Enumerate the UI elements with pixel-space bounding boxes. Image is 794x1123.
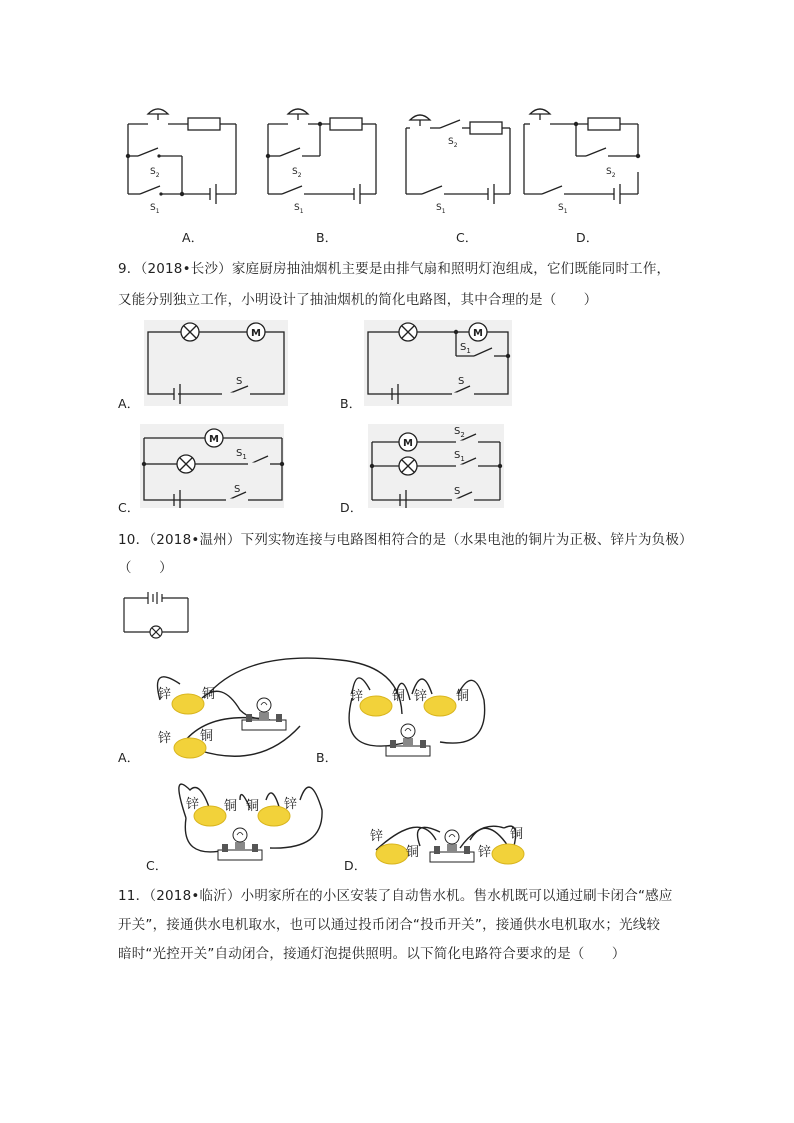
q10-c-zinc-1: 锌 — [186, 797, 200, 812]
q9-b-s-label: S — [458, 376, 465, 387]
q9-stem-line-1: 9．（2018•长沙）家庭厨房抽油烟机主要是由排气扇和照明灯泡组成，它们既能同时工作， — [118, 261, 671, 277]
q9-option-d[interactable]: D． — [340, 500, 363, 515]
q8-circuit-a — [128, 109, 236, 204]
q9-b-background — [364, 320, 512, 406]
q8-option-c[interactable]: C． — [456, 230, 478, 245]
q10-b-zinc-1: 锌 — [350, 689, 364, 704]
q10-d-zinc-1: 锌 — [370, 829, 384, 844]
q10-a-zinc-2: 锌 — [158, 731, 172, 746]
q11-stem-line-1: 11．（2018•临沂）小明家所在的小区安装了自动售水机。售水机既可以通过刷卡闭合“感应 — [118, 888, 673, 904]
q10-c-bulb-icon — [218, 828, 262, 860]
q9-option-a[interactable]: A． — [118, 396, 140, 411]
q8-c-s1-label: $S_1$ — [436, 203, 446, 215]
q9-a-motor-symbol: M — [251, 328, 261, 339]
q10-c-copper-2: 铜 — [246, 799, 260, 814]
q9-b-motor-symbol: M — [473, 328, 483, 339]
q8-b-s2-label: $S_2$ — [292, 167, 302, 179]
q8-a-s1-label: $S_1$ — [150, 203, 160, 215]
q10-d-copper-2: 铜 — [510, 827, 524, 842]
q10-b-copper-2: 铜 — [456, 689, 470, 704]
q10-a-zinc-1: 锌 — [158, 687, 172, 702]
q9-c-s-label: S — [234, 484, 241, 495]
q11-stem-line-3: 暗时“光控开关”自动闭合，接通灯泡提供照明。以下简化电路符合要求的是（ ） — [118, 946, 626, 962]
q10-option-a[interactable]: A． — [118, 750, 140, 765]
q10-option-illustrations — [140, 650, 660, 870]
q10-option-d[interactable]: D． — [344, 858, 367, 873]
q8-c-s2-label: $S_2$ — [448, 137, 458, 149]
q10-b-copper-1: 铜 — [392, 689, 406, 704]
q10-d-bulb-icon — [430, 830, 474, 862]
q9-stem-line-2: 又能分别独立工作，小明设计了抽油烟机的简化电路图，其中合理的是（ ） — [118, 292, 598, 308]
q9-circuit-diagrams — [118, 318, 538, 508]
q8-a-s2-label: $S_2$ — [150, 167, 160, 179]
q9-b-s1-label: $S_1$ — [460, 342, 471, 355]
q9-option-c[interactable]: C． — [118, 500, 140, 515]
q8-d-s2-label: $S_2$ — [606, 167, 616, 179]
q10-b-bulb-icon — [386, 724, 430, 756]
q11-stem-line-2: 开关”，接通供水电机取水，也可以通过投币闭合“投币开关”，接通供水电机取水；光线较 — [118, 917, 661, 933]
q10-d-copper-1: 铜 — [406, 845, 420, 860]
q10-reference-circuit — [120, 588, 194, 640]
q8-option-b[interactable]: B． — [316, 230, 338, 245]
q8-circuit-d — [524, 109, 638, 204]
q10-c-copper-1: 铜 — [224, 799, 238, 814]
q10-stem-line-1: 10．（2018•温州）下列实物连接与电路图相符合的是（水果电池的铜片为正极、锌片为负极） — [118, 532, 693, 548]
q8-circuit-diagrams — [110, 100, 650, 220]
q9-c-motor-symbol: M — [209, 434, 219, 445]
q10-option-c[interactable]: C． — [146, 858, 168, 873]
q10-c-zinc-2: 锌 — [284, 797, 298, 812]
q9-a-s-label: S — [236, 376, 243, 387]
q8-circuit-c — [406, 115, 510, 204]
q10-a-bulb-icon — [242, 698, 286, 730]
q9-c-s1-label: $S_1$ — [236, 448, 247, 461]
q9-d-s2-label: $S_2$ — [454, 426, 465, 439]
q10-a-copper-1: 铜 — [202, 687, 216, 702]
q10-b-zinc-2: 锌 — [414, 689, 428, 704]
q10-stem-line-2: （ ） — [118, 560, 173, 576]
q9-d-motor-symbol: M — [403, 438, 413, 449]
q10-d-zinc-2: 锌 — [478, 845, 492, 860]
q8-option-d[interactable]: D． — [576, 230, 599, 245]
q9-option-b[interactable]: B． — [340, 396, 362, 411]
q8-option-a[interactable]: A． — [182, 230, 204, 245]
q9-a-background — [144, 320, 288, 406]
q9-d-s1-label: $S_1$ — [454, 450, 465, 463]
q8-b-s1-label: $S_1$ — [294, 203, 304, 215]
q10-option-b[interactable]: B． — [316, 750, 338, 765]
q10-a-copper-2: 铜 — [200, 729, 214, 744]
q9-d-s-label: S — [454, 486, 461, 497]
q8-d-s1-label: $S_1$ — [558, 203, 568, 215]
